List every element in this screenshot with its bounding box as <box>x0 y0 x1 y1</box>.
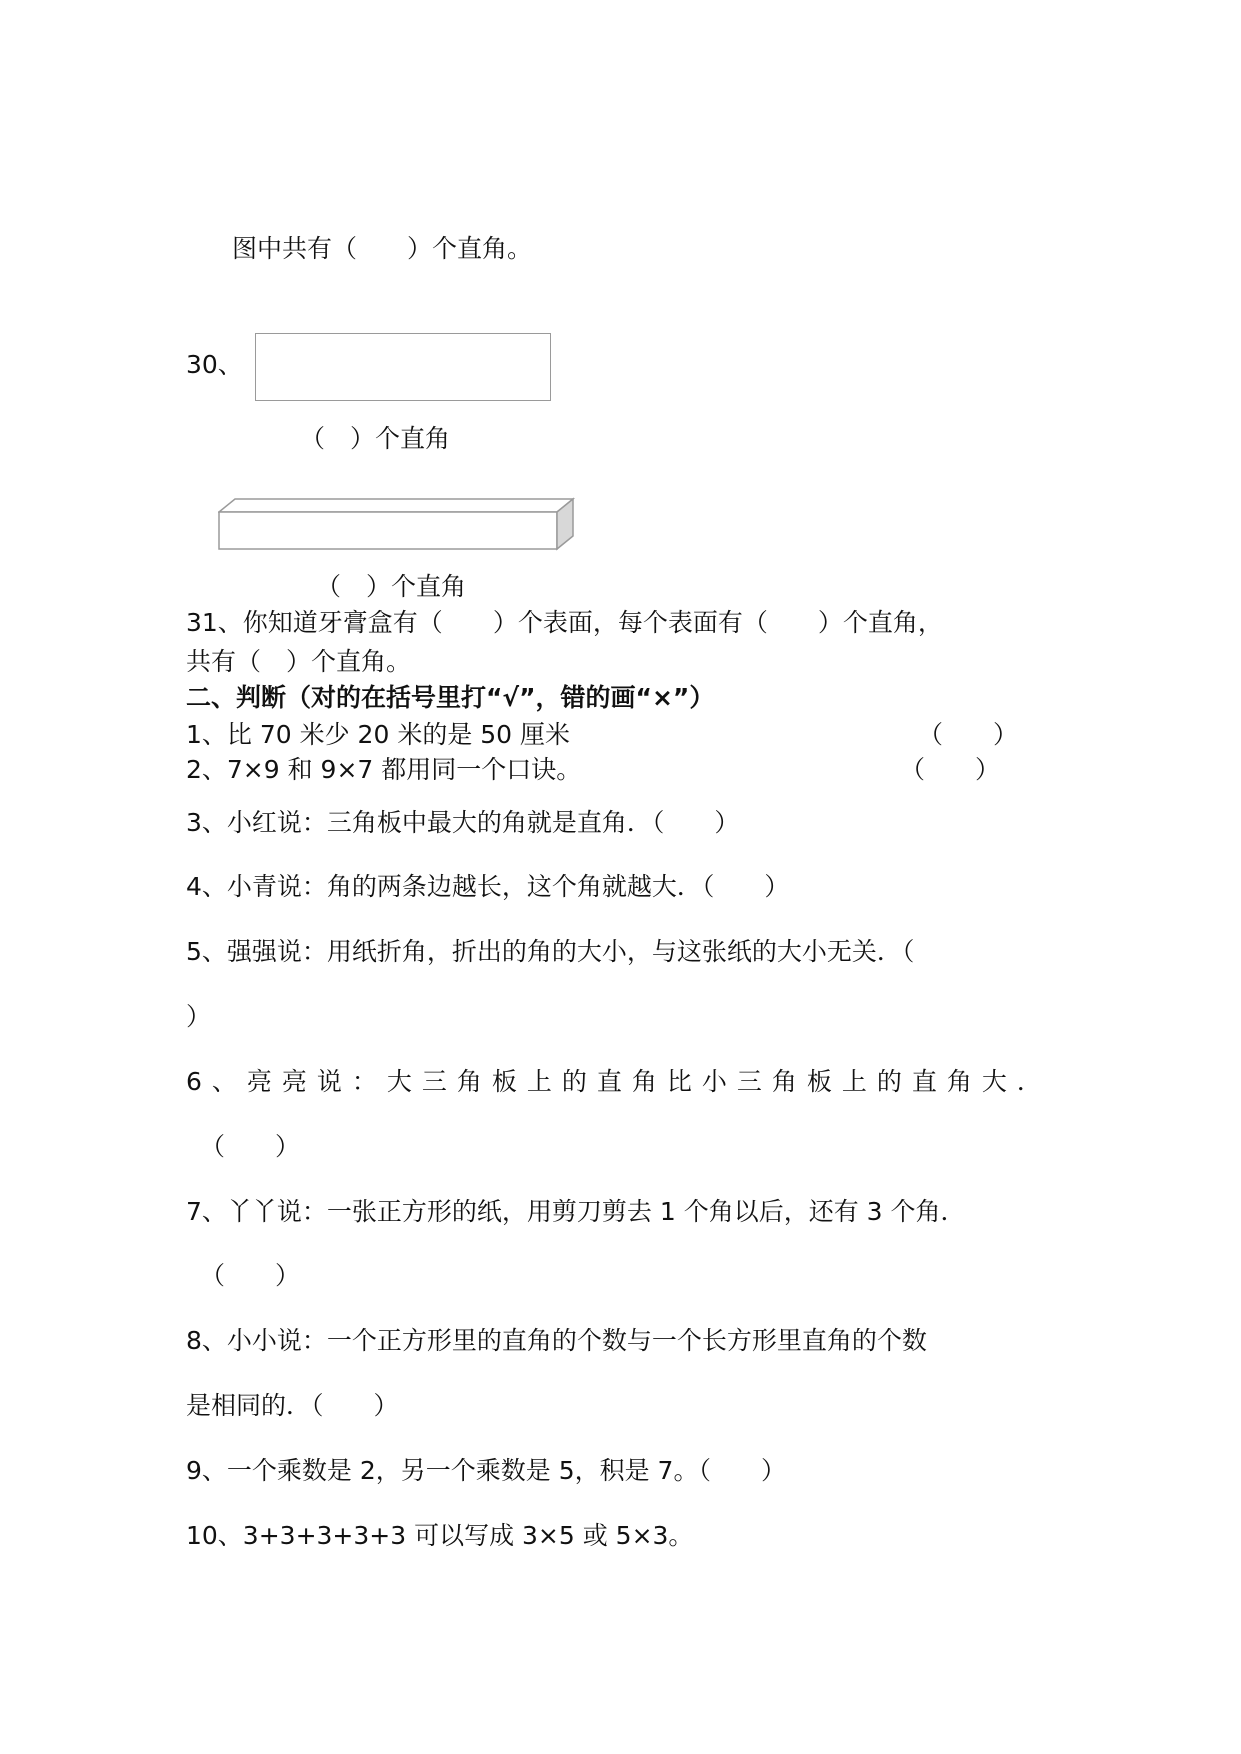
judgment-item-6-line2: （ ） <box>200 1132 301 1161</box>
judgment-item-7-line1: 7、丫丫说：一张正方形的纸，用剪刀剪去 1 个角以后，还有 3 个角． <box>186 1197 966 1226</box>
toothpaste-box-figure <box>218 496 578 556</box>
q30-rect-caption: （ ）个直角 <box>300 424 451 453</box>
q30-box-caption: （ ）个直角 <box>316 572 467 601</box>
judgment-item-3: 3、小红说：三角板中最大的角就是直角．（ ） <box>186 808 740 837</box>
rectangle-figure <box>255 333 551 401</box>
judgment-item-8-line1: 8、小小说：一个正方形里的直角的个数与一个长方形里直角的个数 <box>186 1326 927 1355</box>
section-heading: 二、判断（对的在括号里打“√”，错的画“×”） <box>186 683 715 712</box>
judgment-item-5-line1: 5、强强说：用纸折角，折出的角的大小，与这张纸的大小无关．（ <box>186 937 915 966</box>
judgment-item-1: 1、比 70 米少 20 米的是 50 厘米 <box>186 720 571 749</box>
judgment-item-5-line2: ） <box>186 1002 212 1031</box>
judgment-item-7-line2: （ ） <box>200 1261 301 1290</box>
judgment-item-2-blank: （ ） <box>900 755 1001 784</box>
q31-line2: 共有（ ）个直角。 <box>186 647 412 676</box>
judgment-item-6-line1: 6、亮亮说：大三角板上的直角比小三角板上的直角大． <box>186 1067 1052 1096</box>
q31-line1: 31、你知道牙膏盒有（ ）个表面，每个表面有（ ）个直角， <box>186 608 943 637</box>
q29-text: 图中共有（ ）个直角。 <box>232 234 533 263</box>
judgment-item-1-blank: （ ） <box>918 720 1019 749</box>
q30-number: 30、 <box>186 350 243 379</box>
judgment-item-9: 9、一个乘数是 2，另一个乘数是 5，积是 7。（ ） <box>186 1456 786 1485</box>
judgment-item-8-line2: 是相同的．（ ） <box>186 1391 399 1420</box>
judgment-item-4: 4、小青说：角的两条边越长，这个角就越大．（ ） <box>186 872 790 901</box>
judgment-item-2: 2、7×9 和 9×7 都用同一个口诀。 <box>186 755 582 784</box>
judgment-item-10: 10、3+3+3+3+3 可以写成 3×5 或 5×3。 <box>186 1521 694 1550</box>
